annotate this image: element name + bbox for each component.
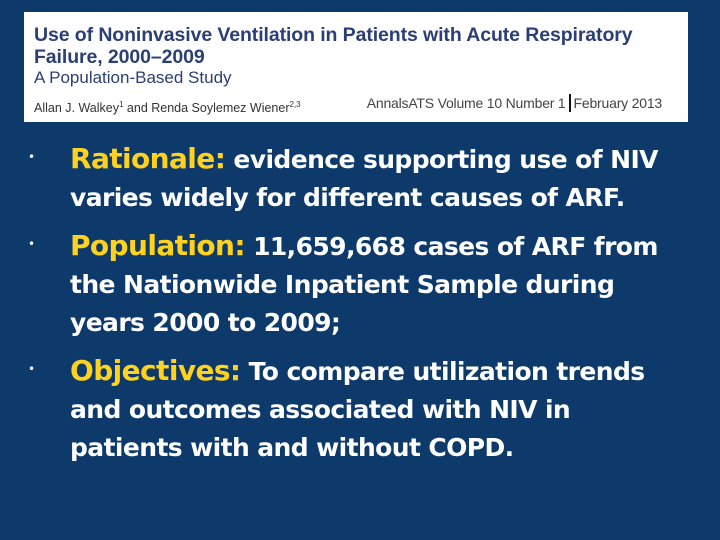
- author-1-affiliation: 1: [118, 100, 124, 109]
- bullet-list: [28, 140, 688, 477]
- bullet-label: Objectives:: [70, 354, 241, 387]
- author-2: and Renda Soylemez Wiener: [123, 101, 290, 116]
- author-2-affiliation: 2,3: [289, 100, 301, 109]
- bullet-objectives: [28, 352, 688, 467]
- bullet-body: 11,659,668 cases of ARF from the Nationwide Inpatient Sample during years 2000 to 2009;: [70, 232, 658, 337]
- journal-volume: AnnalsATS Volume 10 Number 1: [366, 95, 566, 111]
- paper-authors: [34, 100, 301, 115]
- journal-date: February 2013: [573, 95, 662, 111]
- paper-subtitle: A Population-Based Study: [34, 68, 232, 87]
- bullet-label: Rationale:: [70, 142, 226, 175]
- bullet-body: To compare utilization trends and outcomes associated with NIV in patients with and without COPD.: [70, 357, 645, 462]
- bullet-text: [70, 140, 688, 217]
- paper-title-line-1: Use of Noninvasive Ventilation in Patients with Acute Respiratory: [34, 24, 633, 46]
- bullet-marker: •: [28, 150, 36, 164]
- bullet-marker: •: [28, 362, 36, 376]
- bullet-body: evidence supporting use of NIV varies widely for different causes of ARF.: [70, 145, 658, 212]
- bullet-rationale: [28, 140, 688, 217]
- journal-separator: [569, 94, 571, 112]
- bullet-marker: •: [28, 237, 36, 251]
- bullet-text: [70, 227, 688, 342]
- bullet-text: [70, 352, 688, 467]
- paper-header: [24, 12, 688, 122]
- author-1: Allan J. Walkey: [34, 101, 119, 116]
- paper-title-line-2: Failure, 2000–2009: [34, 46, 205, 68]
- bullet-population: [28, 227, 688, 342]
- journal-citation: [367, 94, 662, 112]
- bullet-label: Population:: [70, 229, 245, 262]
